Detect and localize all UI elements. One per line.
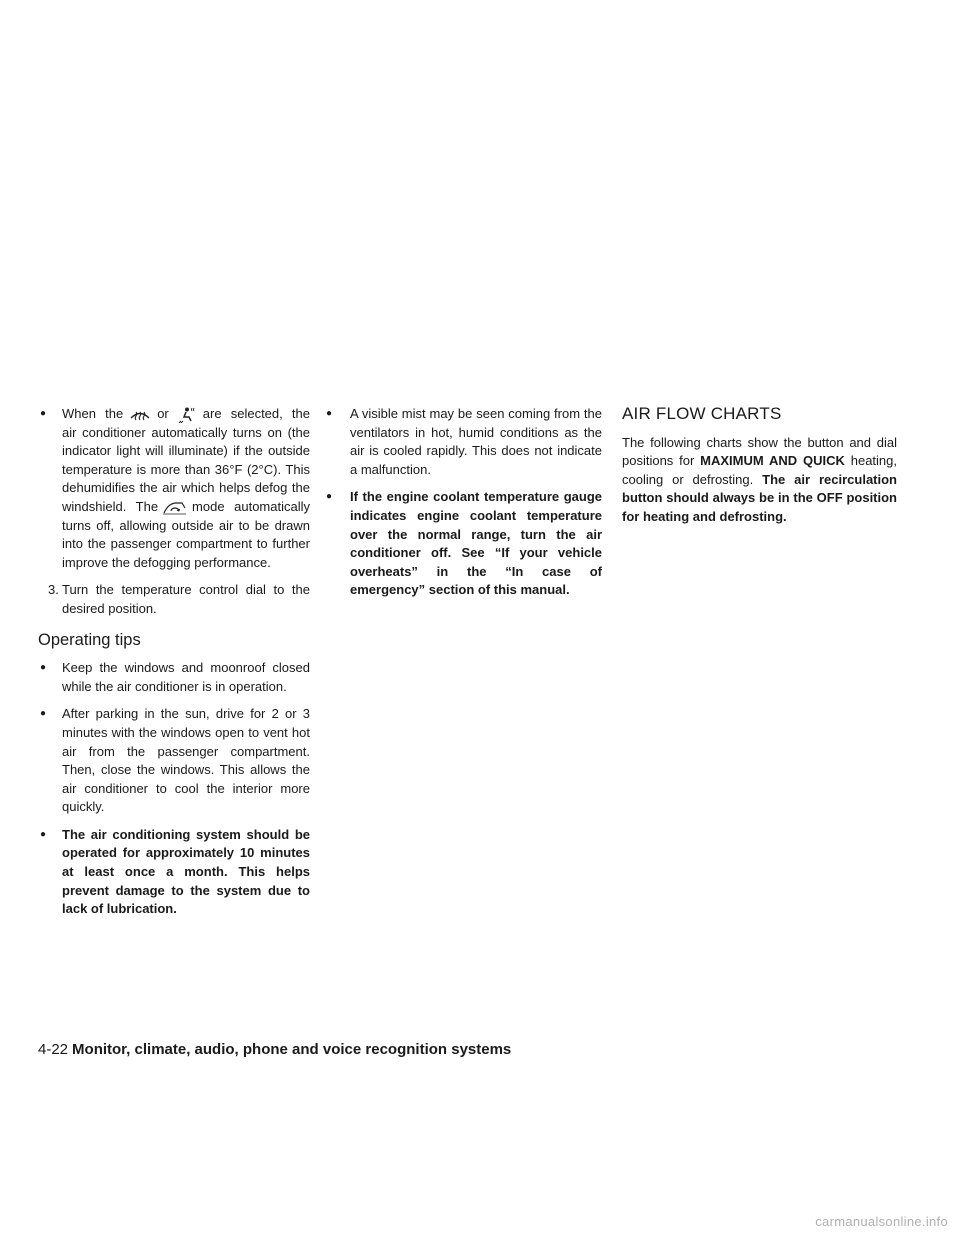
bullet-defrost-ac [38,405,310,572]
text-bold: The air recirculation button should always be in the OFF position for heating and defrosting. [622,471,898,524]
bullet-coolant-warning: ● If the engine coolant temperature gauge indicates engine coolant temperature over the normal range, turn the air conditioner off. See “If your vehicle overheats” in the “In case of emergency” section of this manual. [326,488,602,600]
tip-1: ● Keep the windows and moonroof closed while the air conditioner is in operation. [38,659,310,696]
column-middle [326,405,602,609]
step-number: 3. [48,582,59,598]
chapter-title: Monitor, climate, audio, phone and voice recognition systems [72,1041,512,1058]
step-3 [38,581,310,618]
front-defrost-icon [127,407,153,423]
text: are selected, the air conditioner automatically turns on (the indicator light will illuminate) if the outside temperature is more than 36°F (2°C). This dehumidifies the air which helps defog the windshield. The [62,406,310,514]
text-bold: MAXIMUM AND QUICK [700,453,845,469]
text: mode automatically turns off, allowing outside air to be drawn into the passenger compartment to further improve the defogging performance. [62,498,310,570]
tip-2: ● After parking in the sun, drive for 2 or 3 minutes with the windows open to vent hot air from the passenger compartment. Then, close the windows. This allows the air conditioner to cool the interior more quickly. [38,705,310,817]
text: When the [62,406,124,421]
tip-3: ● The air conditioning system should be operated for approximately 10 minutes at least once a month. This helps prevent damage to the system due to lack of lubrication. [38,826,310,919]
bullet-visible-mist: ● A visible mist may be seen coming from the ventilators in hot, humid conditions as the air is cooled rapidly. This does not indicate a malfunction. [326,405,602,479]
section-heading: AIR FLOW CHARTS [622,404,782,423]
step-text: Turn the temperature control dial to the desired position. [62,582,310,616]
column-left [38,405,310,928]
section-heading: Operating tips [38,630,141,649]
watermark: carmanualsonline.info [815,1214,948,1229]
text: or [157,406,169,421]
text: The following charts show the button and dial positions for [622,434,897,469]
column-right [622,405,897,527]
air-recirculation-icon [162,500,188,516]
page-footer [38,1041,511,1058]
foot-defrost-icon [173,407,199,423]
page-number: 4-22 [38,1041,69,1058]
text: heating, cooling or defrosting. [622,453,897,487]
air-flow-intro [622,434,897,527]
